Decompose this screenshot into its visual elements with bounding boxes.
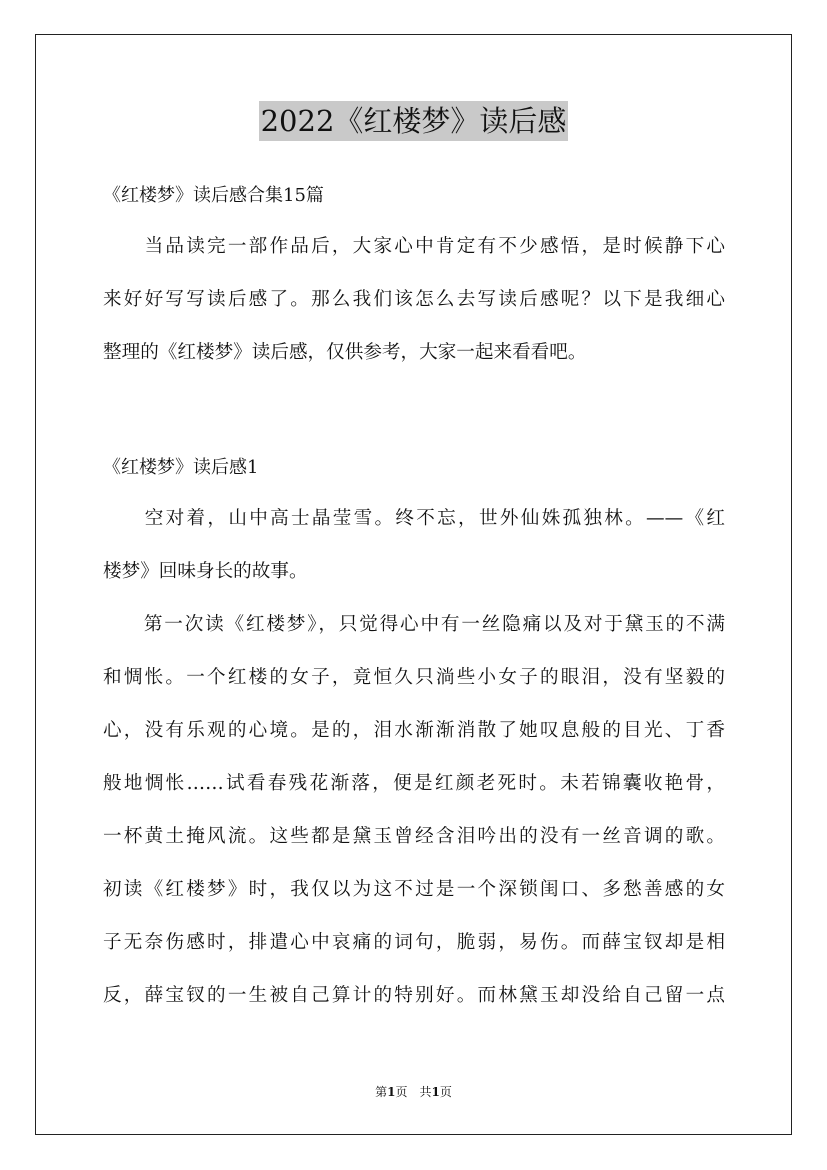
paragraph-line: 般地惆怅……试看春残花渐落，便是红颜老死时。未若锦囊收艳骨， (103, 773, 725, 794)
paragraph-2 (103, 607, 725, 1031)
paragraph-line: 楼梦》回味身长的故事。 (103, 561, 308, 582)
page-mid: 页 共 (395, 1085, 432, 1099)
title-container (0, 101, 827, 141)
paragraph-line: 和惆怅。一个红楼的女子，竟恒久只淌些小女子的眼泪，没有坚毅的 (103, 667, 725, 688)
paragraph-line: 子无奈伤感时，排遣心中哀痛的词句，脆弱，易伤。而薛宝钗却是相 (103, 932, 725, 953)
document-subtitle: 《红楼梦》读后感合集15篇 (103, 185, 324, 206)
document-title: 2022《红楼梦》读后感 (259, 101, 569, 141)
paragraph-line: 初读《红楼梦》时，我仅以为这不过是一个深锁闺口、多愁善感的女 (103, 879, 725, 900)
page-total: 1 (431, 1085, 440, 1099)
page-suffix: 页 (439, 1085, 452, 1099)
page-number: 1 (387, 1085, 396, 1099)
paragraph-line: 空对着，山中高士晶莹雪。终不忘，世外仙姝孤独林。——《红 (103, 508, 725, 529)
paragraph-1 (103, 501, 725, 607)
paragraph-line: 反，薛宝钗的一生被自己算计的特别好。而林黛玉却没给自己留一点 (103, 985, 725, 1006)
paragraph-line: 当品读完一部作品后，大家心中肯定有不少感悟，是时候静下心 (103, 236, 725, 257)
paragraph-line: 心，没有乐观的心境。是的，泪水渐渐消散了她叹息般的目光、丁香 (103, 720, 725, 741)
page-footer (0, 1083, 827, 1100)
paragraph-line: 第一次读《红楼梦》，只觉得心中有一丝隐痛以及对于黛玉的不满 (103, 614, 725, 635)
paragraph-line: 来好好写写读后感了。那么我们该怎么去写读后感呢？以下是我细心 (103, 289, 725, 310)
paragraph-line: 一杯黄土掩风流。这些都是黛玉曾经含泪吟出的没有一丝音调的歌。 (103, 826, 725, 847)
page-prefix: 第 (375, 1085, 388, 1099)
paragraph-line: 整理的《红楼梦》读后感，仅供参考，大家一起来看看吧。 (103, 342, 587, 363)
intro-paragraph (103, 229, 725, 388)
section-heading: 《红楼梦》读后感1 (103, 457, 259, 478)
